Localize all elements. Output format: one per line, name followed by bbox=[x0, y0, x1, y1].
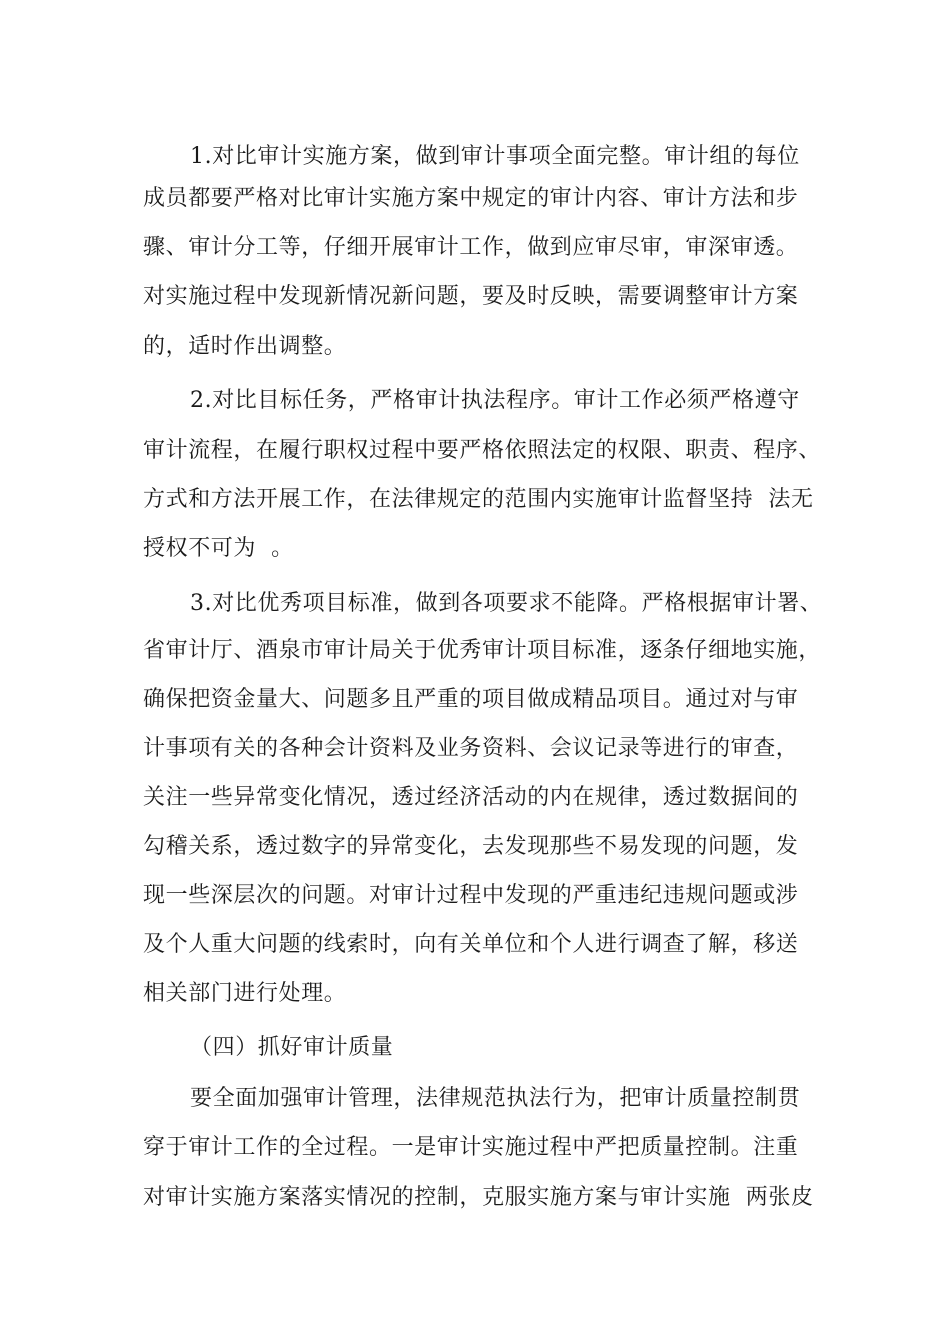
text-line: 方式和方法开展工作，在法律规定的范围内实施审计监督坚持 法无 bbox=[143, 487, 814, 512]
text-line: 3.对比优秀项目标准，做到各项要求不能降。严格根据审计署、 bbox=[190, 591, 823, 616]
text-line: 确保把资金量大、问题多且严重的项目做成精品项目。通过对与审 bbox=[143, 687, 799, 712]
text-line: 骤、审计分工等，仔细开展审计工作，做到应审尽审，审深审透。 bbox=[143, 235, 799, 260]
text-line: 2.对比目标任务，严格审计执法程序。审计工作必须严格遵守 bbox=[190, 388, 800, 413]
text-line: 计事项有关的各种会计资料及业务资料、会议记录等进行的审查， bbox=[143, 736, 799, 761]
text-line: 关注一些异常变化情况，透过经济活动的内在规律，透过数据间的 bbox=[143, 785, 799, 810]
text-line: 对审计实施方案落实情况的控制，克服实施方案与审计实施 两张皮 bbox=[143, 1185, 814, 1210]
text-line: 现一些深层次的问题。对审计过程中发现的严重违纪违规问题或涉 bbox=[143, 883, 799, 908]
text-line: 对实施过程中发现新情况新问题，要及时反映，需要调整审计方案 bbox=[143, 284, 799, 309]
text-line: 要全面加强审计管理，法律规范执法行为，把审计质量控制贯 bbox=[190, 1086, 801, 1111]
text-line: 1.对比审计实施方案，做到审计事项全面完整。审计组的每位 bbox=[190, 144, 800, 169]
text-line: 省审计厅、酒泉市审计局关于优秀审计项目标准，逐条仔细地实施， bbox=[143, 638, 822, 663]
text-line: 穿于审计工作的全过程。一是审计实施过程中严把质量控制。注重 bbox=[143, 1135, 799, 1160]
text-line: 审计流程，在履行职权过程中要严格依照法定的权限、职责、程序、 bbox=[143, 438, 822, 463]
text-line: 勾稽关系，透过数字的异常变化，去发现那些不易发现的问题，发 bbox=[143, 834, 799, 859]
text-line: 授权不可为 。 bbox=[143, 536, 294, 561]
section-heading: （四）抓好审计质量 bbox=[190, 1035, 394, 1060]
text-line: 及个人重大问题的线索时，向有关单位和个人进行调查了解，移送 bbox=[143, 932, 799, 957]
text-line: 相关部门进行处理。 bbox=[143, 981, 347, 1006]
text-line: 成员都要严格对比审计实施方案中规定的审计内容、审计方法和步 bbox=[143, 186, 799, 211]
text-line: 的，适时作出调整。 bbox=[143, 334, 347, 359]
